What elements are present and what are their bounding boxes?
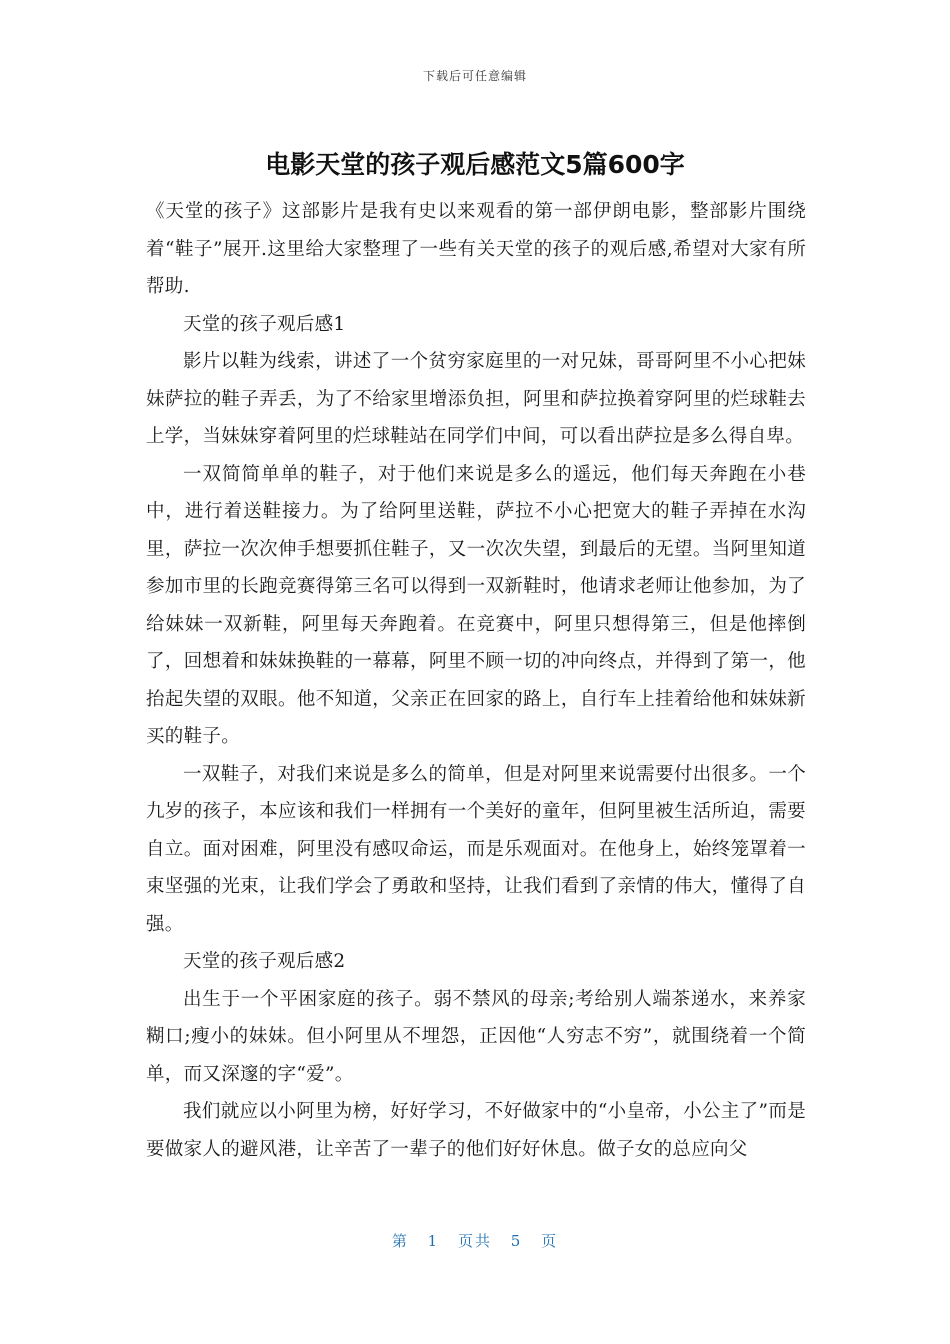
footer-word-page: 第	[391, 1232, 409, 1250]
intro-paragraph: 《天堂的孩子》这部影片是我有史以来观看的第一部伊朗电影，整部影片围绕着“鞋子”展开.这里给大家整理了一些有关天堂的孩子的观后感,希望对大家有所帮助.	[146, 201, 806, 297]
document-title: 电影天堂的孩子观后感范文5篇600字	[265, 150, 685, 179]
body-paragraph: 一双鞋子，对我们来说是多么的简单，但是对阿里来说需要付出很多。一个九岁的孩子，本应该和我们一样拥有一个美好的童年，但阿里被生活所迫，需要自立。面对困难，阿里没有感叹命运，而是乐观面对。在他身上，始终笼罩着一束坚强的光束，让我们学会了勇敢和坚持，让我们看到了亲情的伟大，懂得了自强。	[146, 763, 806, 935]
footer-total-pages: 5	[510, 1232, 523, 1250]
body-paragraph: 出生于一个平困家庭的孩子。弱不禁风的母亲;考给别人端茶递水，来养家糊口;瘦小的妹妹。但小阿里从不埋怨，正因他“人穷志不穷”，就围绕着一个简单，而又深邃的字“爱”。	[146, 988, 806, 1085]
document-body	[146, 193, 806, 1168]
section-heading-1: 天堂的孩子观后感1	[183, 313, 346, 335]
page-footer	[0, 1230, 950, 1251]
footer-current-page: 1	[427, 1232, 440, 1250]
footer-word-total: 页共	[457, 1232, 492, 1250]
body-paragraph: 影片以鞋为线索，讲述了一个贫穷家庭里的一对兄妹，哥哥阿里不小心把妹妹萨拉的鞋子弄丢，为了不给家里增添负担，阿里和萨拉换着穿阿里的烂球鞋去上学，当妹妹穿着阿里的烂球鞋站在同学们中间，可以看出萨拉是多么得自卑。	[146, 351, 806, 447]
body-paragraph: 一双简简单单的鞋子，对于他们来说是多么的遥远，他们每天奔跑在小巷中，进行着送鞋接力。为了给阿里送鞋，萨拉不小心把宽大的鞋子弄掉在水沟里，萨拉一次次伸手想要抓住鞋子，又一次次失望，到最后的无望。当阿里知道参加市里的长跑竞赛得第三名可以得到一双新鞋时，他请求老师让他参加，为了给妹妹一双新鞋，阿里每天奔跑着。在竞赛中，阿里只想得第三，但是他摔倒了，回想着和妹妹换鞋的一幕幕，阿里不顾一切的冲向终点，并得到了第一，他抬起失望的双眼。他不知道，父亲正在回家的路上，自行车上挂着给他和妹妹新买的鞋子。	[146, 463, 806, 747]
section-heading-2: 天堂的孩子观后感2	[183, 951, 346, 972]
body-paragraph: 我们就应以小阿里为榜，好好学习，不好做家中的“小皇帝，小公主了”而是要做家人的避风港，让辛苦了一辈子的他们好好休息。做子女的总应向父	[146, 1101, 806, 1160]
header-note: 下载后可任意编辑	[422, 69, 527, 83]
footer-word-page-suffix: 页	[541, 1232, 559, 1250]
